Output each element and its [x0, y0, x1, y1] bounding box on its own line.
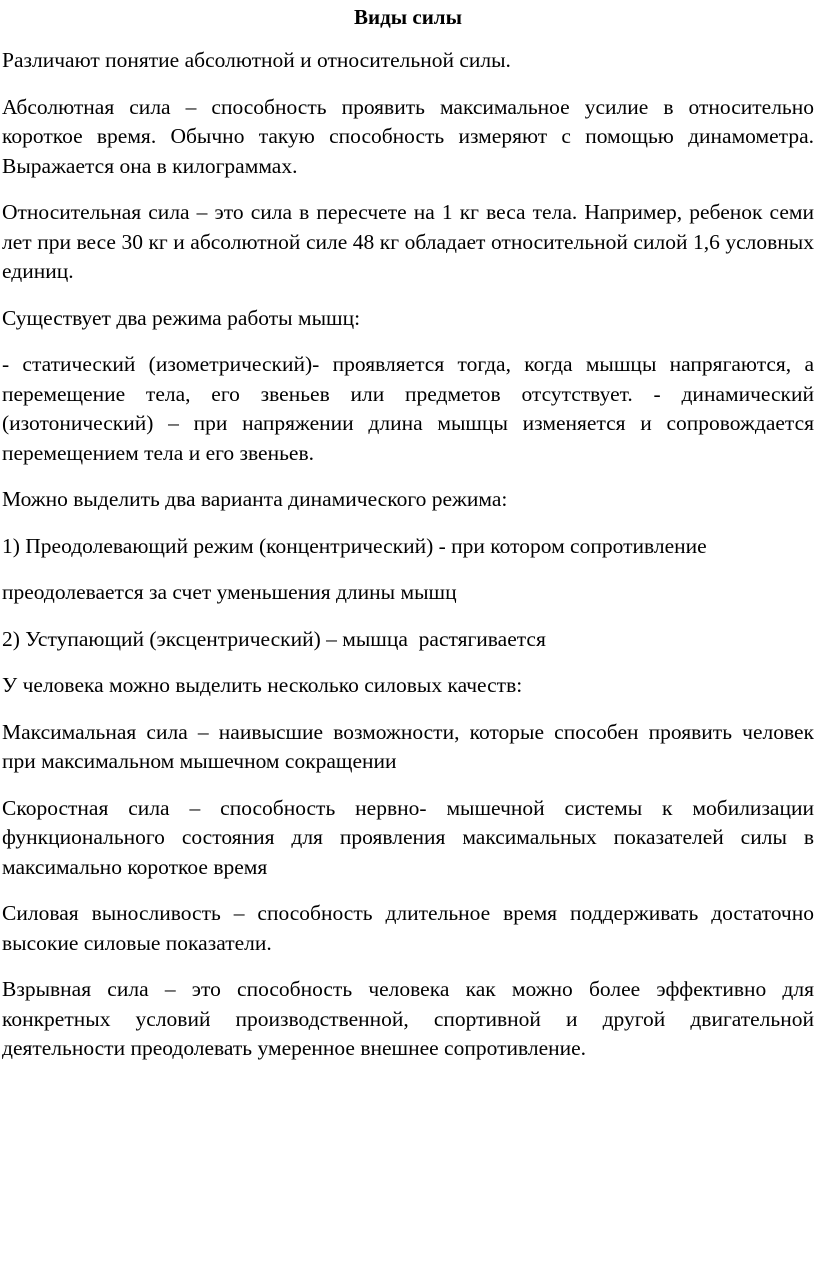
- paragraph-intro: Различают понятие абсолютной и относительной силы.: [2, 48, 511, 72]
- paragraph-overcoming-mode: 1) Преодолевающий режим (концентрический) - при котором сопротивление: [2, 533, 707, 558]
- paragraph-muscle-modes: Существует два режима работы мышц:: [2, 305, 361, 330]
- document-title: Виды силы: [354, 5, 462, 29]
- paragraph-maximal-strength: Максимальная сила – наивысшие возможности, которые способен проявить человек при максимальном мышечном сокращении: [2, 719, 814, 773]
- paragraph-speed-strength: Скоростная сила – способность нервно- мышечной системы к мобилизации функционального состояния для проявления максимальных показателей силы в максимально короткое время: [2, 795, 814, 879]
- paragraph-yielding-mode: 2) Уступающий (эксцентрический) – мышца растягивается: [2, 626, 546, 651]
- paragraph-strength-qualities: У человека можно выделить несколько силовых качеств:: [2, 673, 523, 697]
- paragraph-explosive-strength: Взрывная сила – это способность человека как можно более эффективно для конкретных условий производственной, спортивной и другой двигательной деятельности преодолевать умеренное внешнее сопротивление.: [2, 977, 814, 1060]
- paragraph-absolute-strength: Абсолютная сила – способность проявить максимальное усилие в относительно короткое время. Обычно такую способность измеряют с помощью динамометра. Выражается она в килограммах.: [2, 94, 814, 178]
- paragraph-dynamic-variants: Можно выделить два варианта динамического режима:: [2, 487, 508, 511]
- paragraph-relative-strength: Относительная сила – это сила в пересчете на 1 кг веса тела. Например, ребенок семи лет при весе 30 кг и абсолютной силе 48 кг обладает относительной силой 1,6 условных единиц.: [2, 200, 814, 283]
- paragraph-static-dynamic: - статический (изометрический)- проявляется тогда, когда мышцы напрягаются, а перемещение тела, его звеньев или предметов отсутствует. - динамический (изотонический) – при напряжении длина мышцы изменяется и сопровождается перемещением тела и его звеньев.: [2, 352, 814, 465]
- paragraph-strength-endurance: Силовая выносливость – способность длительное время поддерживать достаточно высокие силовые показатели.: [2, 901, 814, 955]
- paragraph-overcoming-mode-cont: преодолевается за счет уменьшения длины мышц: [2, 580, 457, 604]
